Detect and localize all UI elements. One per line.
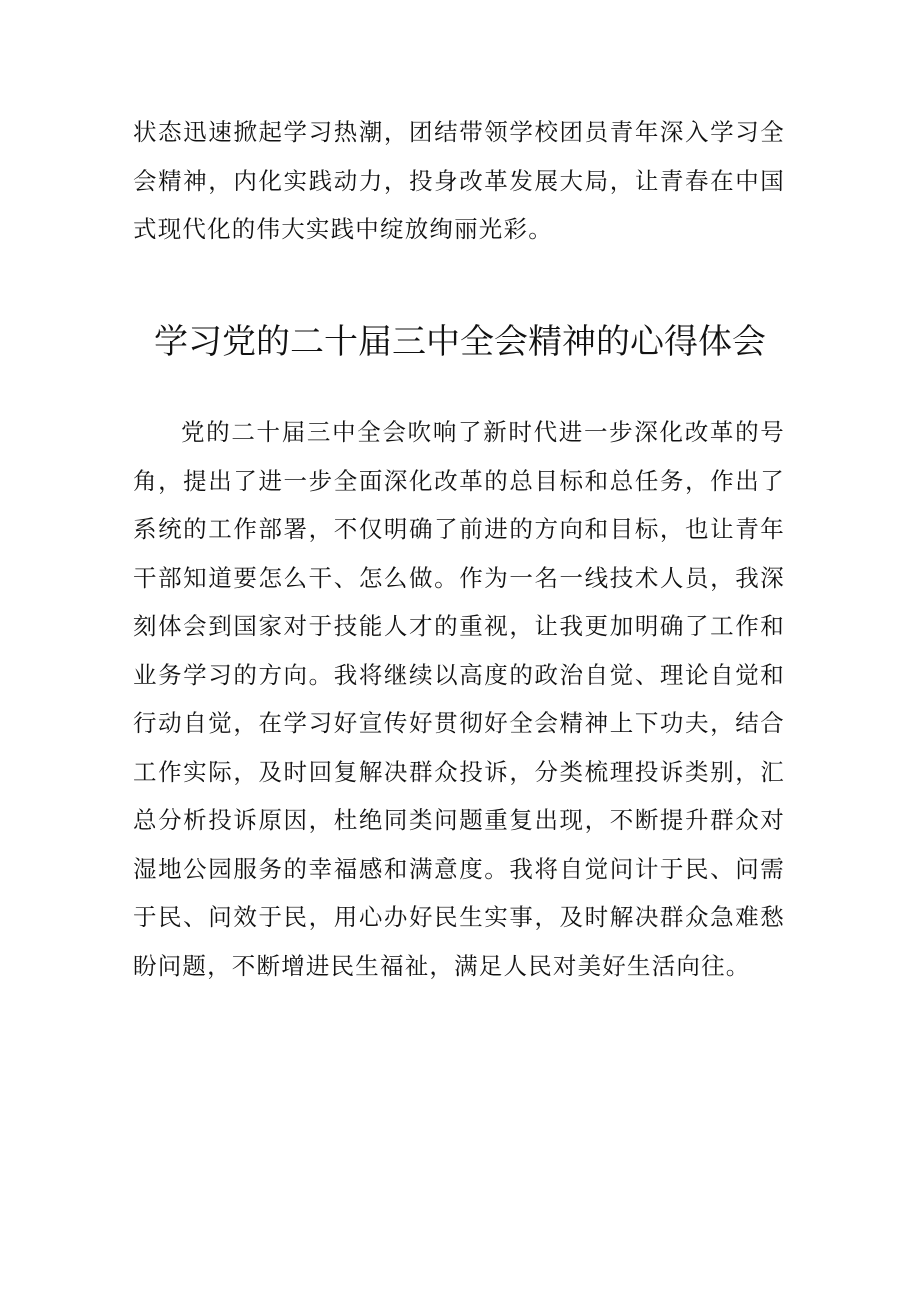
lead-paragraph: 状态迅速掀起学习热潮，团结带领学校团员青年深入学习全会精神，内化实践动力，投身改革发展大局，让青春在中国式现代化的伟大实践中绽放绚丽光彩。 [133,118,785,243]
document-title: 学习党的二十届三中全会精神的心得体会 [154,322,766,362]
body-paragraph: 党的二十届三中全会吹响了新时代进一步深化改革的号角，提出了进一步全面深化改革的总目标和总任务，作出了系统的工作部署，不仅明确了前进的方向和目标，也让青年干部知道要怎么干、怎么做。作为一名一线技术人员，我深刻体会到国家对于技能人才的重视，让我更加明确了工作和业务学习的方向。我将继续以高度的政治自觉、理论自觉和行动自觉，在学习好宣传好贯彻好全会精神上下功夫，结合工作实际，及时回复解决群众投诉，分类梳理投诉类别，汇总分析投诉原因，杜绝同类问题重复出现，不断提升群众对湿地公园服务的幸福感和满意度。我将自觉问计于民、问需于民、问效于民，用心办好民生实事，及时解决群众急难愁盼问题，不断增进民生福祉，满足人民对美好生活向往。 [133,418,785,980]
